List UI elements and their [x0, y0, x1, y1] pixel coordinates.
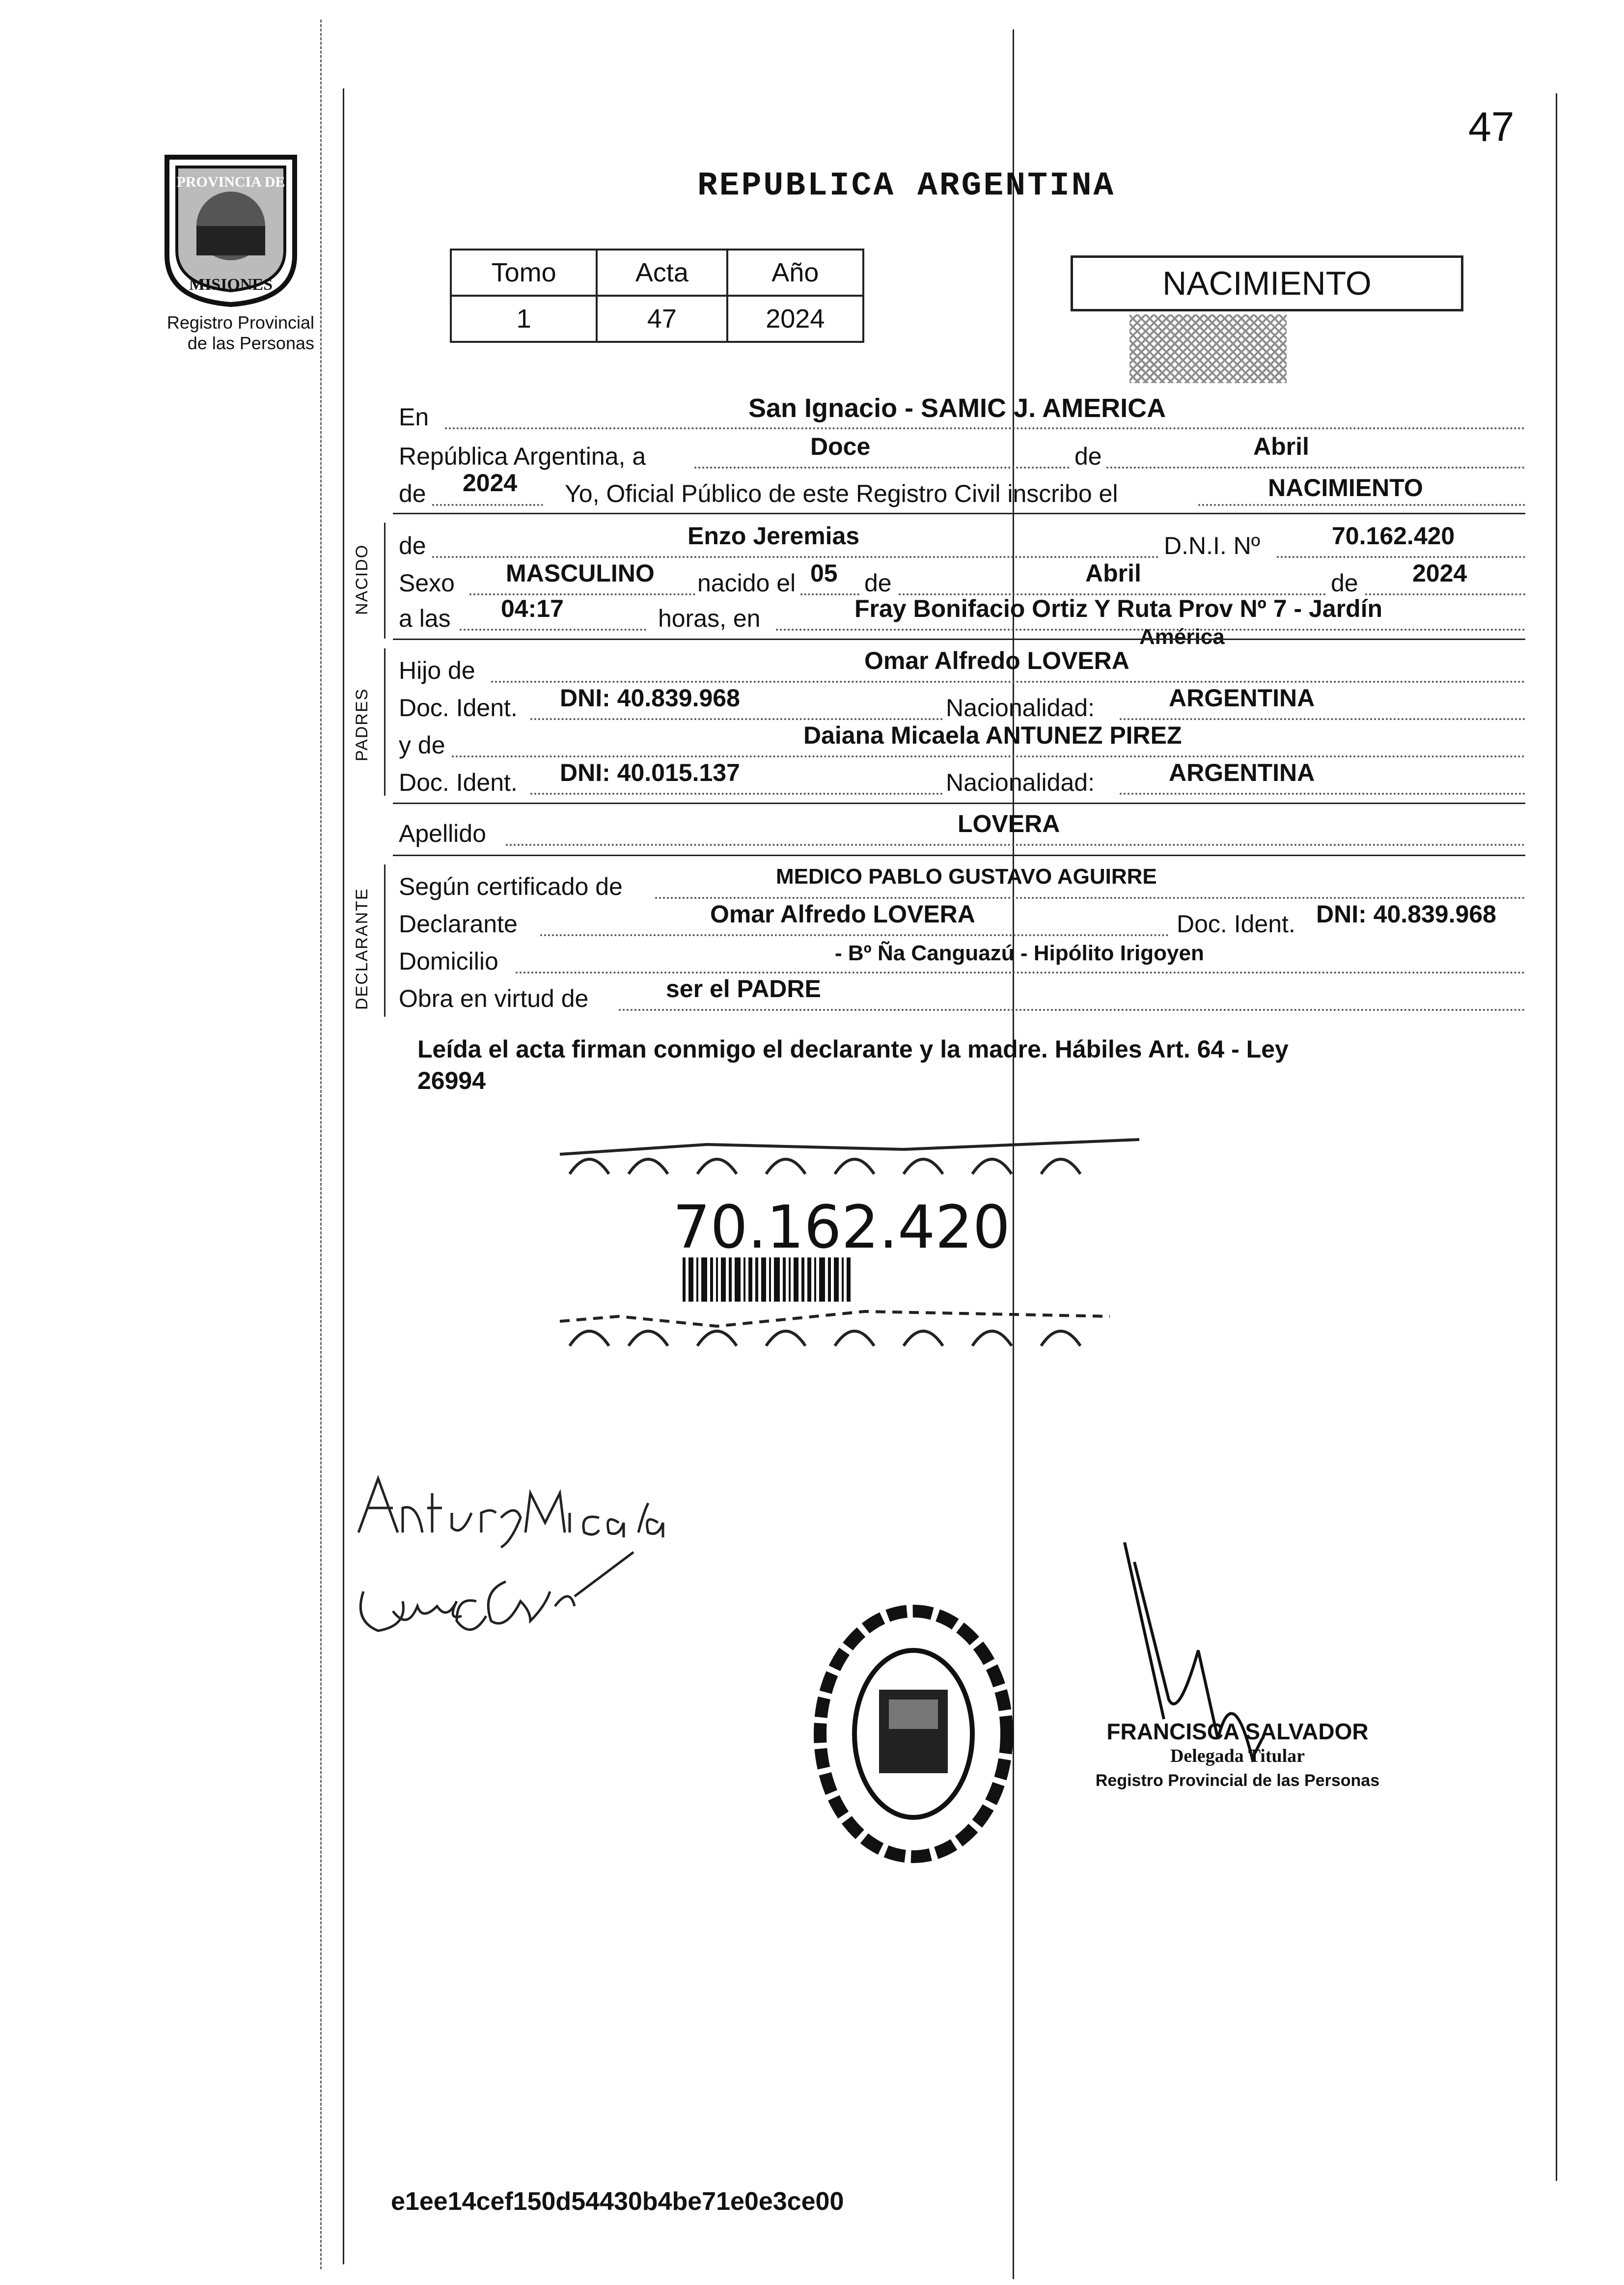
value-acta: 47 [597, 296, 727, 342]
declarant-dni: DNI: 40.839.968 [1316, 900, 1496, 928]
birth-year: 2024 [1412, 559, 1467, 587]
page-number: 47 [1468, 104, 1514, 150]
right-margin-line [1556, 93, 1557, 2181]
year-value: 2024 [463, 469, 518, 497]
sex-value: MASCULINO [506, 559, 655, 587]
country-title: REPUBLICA ARGENTINA [697, 167, 1116, 205]
birth-place-line2: América [1139, 625, 1225, 649]
surname-value: LOVERA [958, 810, 1060, 837]
document-hash: e1ee14cef150d54430b4be71e0e3ce00 [391, 2187, 844, 2216]
side-label-padres: PADRES [353, 688, 371, 761]
certificate-value: MEDICO PABLO GUSTAVO AGUIRRE [776, 864, 1157, 889]
child-dni: 70.162.420 [1332, 522, 1455, 550]
birth-month: Abril [1085, 559, 1141, 587]
security-pattern [1129, 314, 1287, 383]
record-table [450, 249, 864, 343]
side-label-declarante: DECLARANTE [353, 888, 371, 1010]
value-tomo: 1 [451, 296, 597, 342]
official-title: Delegada Titular [1170, 1746, 1305, 1766]
official-stamp [1066, 1719, 1409, 1793]
header-anio: Año [727, 250, 863, 296]
margin-rule [343, 88, 344, 2264]
value-anio: 2024 [727, 296, 863, 342]
month-value: Abril [1253, 433, 1309, 460]
father-dni: DNI: 40.839.968 [560, 684, 740, 712]
birth-day: 05 [810, 559, 838, 587]
left-margin-line [320, 20, 322, 2269]
father-nationality: ARGENTINA [1169, 684, 1315, 712]
place-value: San Ignacio - SAMIC J. AMERICA [748, 393, 1166, 423]
address-value: - Bº Ña Canguazú - Hipólito Irigoyen [835, 941, 1204, 965]
relation-value: ser el PADRE [666, 975, 821, 1003]
closing-text: Leída el acta firman conmigo el declarante y la madre. Hábiles Art. 64 - Ley 26994 [417, 1035, 1289, 1094]
official-name: FRANCISCA SALVADOR [1106, 1719, 1369, 1744]
id-sticker [550, 1115, 1149, 1380]
father-signature [344, 1533, 658, 1650]
day-value: Doce [810, 433, 871, 460]
side-label-nacido: NACIDO [353, 544, 371, 615]
mother-name: Daiana Micaela ANTUNEZ PIREZ [803, 722, 1182, 749]
birth-time: 04:17 [501, 595, 564, 622]
record-type-box: NACIMIENTO [1071, 255, 1463, 311]
registry-seal [147, 147, 314, 309]
header-acta: Acta [597, 250, 727, 296]
registry-label: Registro Provincial de las Personas [166, 312, 314, 353]
mother-dni: DNI: 40.015.137 [560, 759, 740, 786]
id-number: 70.162.420 [673, 1194, 1011, 1262]
inscribe-type: NACIMIENTO [1268, 474, 1423, 502]
official-office: Registro Provincial de las Personas [1095, 1771, 1380, 1790]
header-tomo: Tomo [451, 250, 597, 296]
child-name: Enzo Jeremias [688, 522, 860, 550]
hospital-stamp [805, 1596, 1021, 1871]
svg-text:PROVINCIA DE: PROVINCIA DE [176, 174, 285, 190]
mother-nationality: ARGENTINA [1169, 759, 1315, 786]
birth-place-line1: Fray Bonifacio Ortiz Y Ruta Prov Nº 7 - Jardín [854, 595, 1382, 622]
declarant-name: Omar Alfredo LOVERA [710, 900, 975, 928]
father-name: Omar Alfredo LOVERA [864, 647, 1129, 674]
svg-text:MISIONES: MISIONES [189, 276, 273, 294]
